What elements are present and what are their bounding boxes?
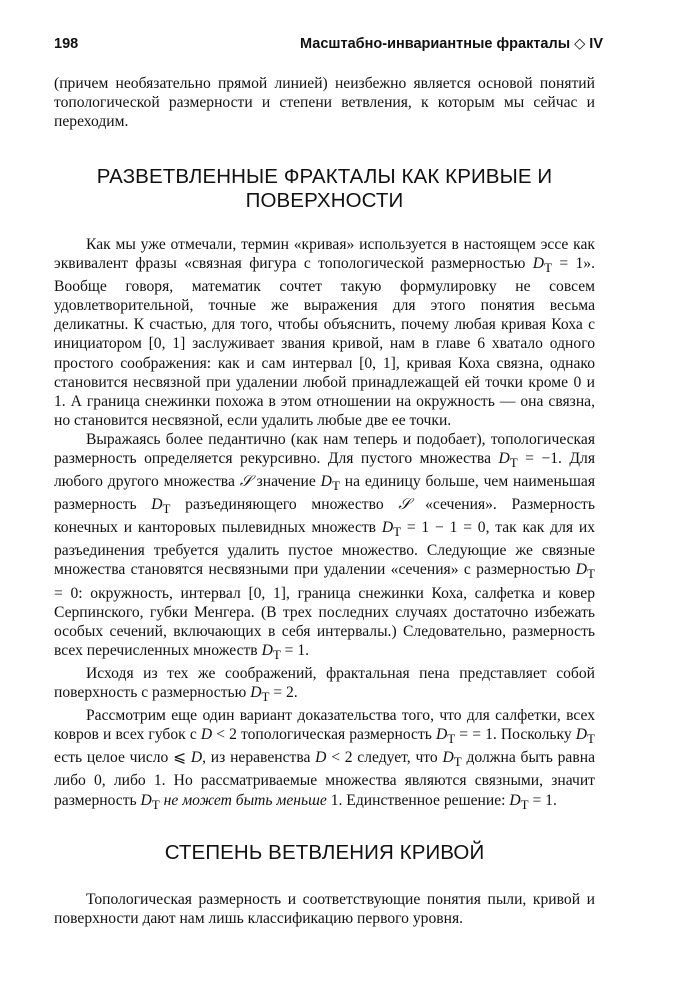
paragraph-recursive-definition: Выражаясь более педантично (как нам теперь и подобает), топологическая размерность определяется рекурсивно. Для пустого множества $D_T = -1$. Для любого другого множества 𝒮 значение $D_T$ на единицу больше, чем наименьшая размерность $D_T$ разъединяющего множество 𝒮 «сечения». Размерность конечных и канторовых пылевидных множеств $D_T = 1 - 1 = 0$, так как для их разъединения требуется удалить пустое множество. Следующие же связные множества становятся несвязными при удалении «сечения» с размерностью $D_T = 0$: окружность, интервал [0, 1], граница снежинки Коха, салфетка и ковер Серпинского, губки Менгера. (В трех последних случаях достаточно избежать особых сечений, включающих в себя интервалы.) Следовательно, размерность всех перечисленных множеств $D_T = 1$. — [54, 430, 596, 662]
paragraph-curve-definition: Как мы уже отмечали, термин «кривая» используется в настоящем эссе как эквивалент фразы «связная фигура с топологической размерностью $D_T = 1$». Вообще говоря, математик сочтет такую формулировку не совсем удовлетворительной, точные же выражения для этого понятия весьма деликатны. К счастью, для того, чтобы объяснить, почему любая кривая Коха с инициатором [0, 1] заслуживает звания кривой, нам в главе 6 хватало одного простого соображения: как и сам интервал [0, 1], кривая Коха связна, однако становится несвязной при удалении любой принадлежащей ей точки кроме 0 и 1. А граница снежинки похожа в этом отношении на окружность — она связна, но становится несвязной, если удалить любые две ее точки. — [54, 236, 595, 429]
emphasis: не может быть меньше — [159, 791, 327, 809]
section-heading-branched-fractals: РАЗВЕТВЛЕННЫЕ ФРАКТАЛЫ КАК КРИВЫЕ И ПОВЕРХНОСТИ — [96, 165, 553, 213]
running-header — [54, 36, 603, 52]
page-body — [54, 74, 595, 928]
paragraph-classification: Топологическая размерность и соответствующие понятия пыли, кривой и поверхности дают нам лишь классификацию первого уровня. — [54, 890, 595, 927]
paragraph-alternative-proof: Рассмотрим еще один вариант доказательства того, что для салфетки, всех ковров и всех губок с D < 2 топологическая размерность $D_T$ = = 1. Поскольку $D_T$ есть целое число ⩽ D, из неравенства D < 2 следует, что $D_T$ должна быть равна либо 0, либо 1. Но рассматриваемые множества являются связными, значит размерность $D_T$ не может быть меньше 1. Единственное решение: $D_T = 1$. — [54, 707, 595, 812]
math-var: D — [532, 255, 545, 273]
section-heading-branching-degree: СТЕПЕНЬ ВЕТВЛЕНИЯ КРИВОЙ — [164, 840, 485, 864]
page-number: 198 — [54, 36, 79, 52]
running-title: Масштабно-инвариантные фракталы ◇ IV — [300, 36, 603, 52]
intro-paragraph: (причем необязательно прямой линией) неизбежно является основой понятий топологической размерности и степени ветвления, к которым мы сейчас и переходим. — [54, 75, 595, 131]
paragraph-fractal-foam: Исходя из тех же соображений, фрактальная пена представляет собой поверхность с размерностью $D_T = 2$. — [54, 664, 595, 705]
math-sub: T — [544, 260, 553, 276]
